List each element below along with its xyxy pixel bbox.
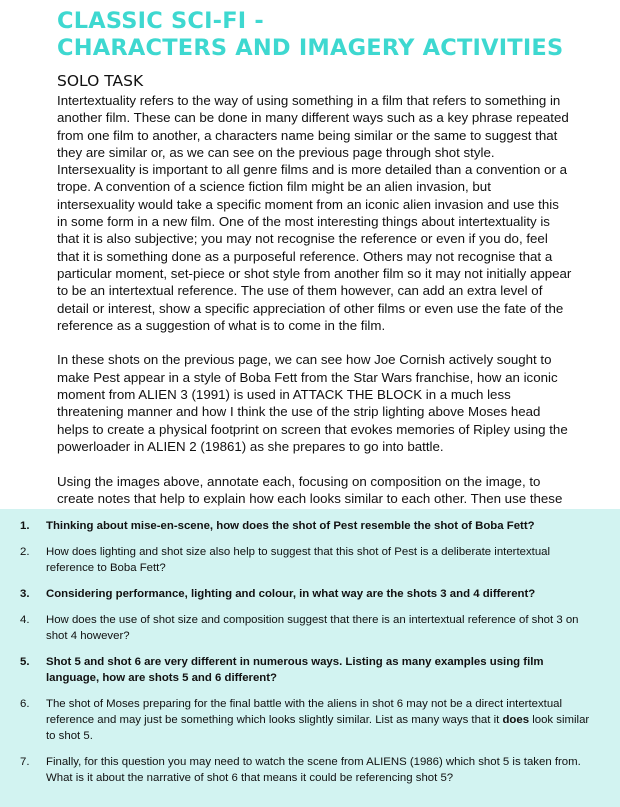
- question-number: 4.: [20, 614, 30, 626]
- question-4: [0, 612, 594, 644]
- question-text: Finally, for this question you may need to watch the scene from ALIENS (1986) which shot 5 is taken from. What is it about the narrative of shot 6 that means it could be referencing shot 5?: [46, 756, 581, 784]
- intro-paragraph: Intertextuality refers to the way of using something in a film that refers to something in another film. These can be done in many different ways such as a key phrase repeated from one film to another, a characters name being similar or the same to suggest that they are similar or, as we can see on the previous page through shot style. Intersexuality is important to all genre films and is more detailed than a convention or a trope. A convention of a science fiction film might be an alien invasion, but intersexuality would take a specific moment from an iconic alien invasion and use this in some form in a new film. One of the most interesting things about intertextuality is that it is also subjective; you may not recognise the reference or even if you do, feel that it is something done as a purposeful reference. Others may not recognise that a particular moment, set-piece or shot style from another film so it may not initially appear to be an intertextual reference. The use of them however, can add an extra level of detail or interest, show a specific appreciation of other films or even use the fate of the reference as a suggestion of what is to come in the film.: [57, 93, 572, 333]
- question-number: 7.: [20, 756, 30, 768]
- question-text-before: The shot of Moses preparing for the final battle with the aliens in shot 6 may not be a direct intertextual reference and may just be something which looks slightly similar. List as many ways that it: [46, 698, 563, 726]
- body-text: [57, 92, 572, 542]
- question-number: 3.: [20, 588, 30, 600]
- question-emphasis: does: [502, 714, 530, 726]
- instructions-paragraph: Using the images above, annotate each, focusing on composition on the image, to create notes that help to explain how each looks similar to each other. Then use these: [57, 473, 563, 506]
- title-line-2: CHARACTERS AND IMAGERY ACTIVITIES: [57, 35, 564, 61]
- question-text: Thinking about mise-en-scene, how does the shot of Pest resemble the shot of Boba Fett?: [46, 520, 535, 532]
- shots-paragraph: In these shots on the previous page, we can see how Joe Cornish actively sought to make Pest appear in a style of Boba Fett from the Star Wars franchise, how an iconic moment from ALIEN 3 (1991) is used in ATTACK THE BLOCK in a much less threatening manner and how I think the use of the strip lighting above Moses head helps to create a physical footprint on screen that evokes memories of Ripley using the powerloader in ALIEN 2 (19861) as she prepares to go into battle.: [57, 352, 568, 454]
- question-list: [0, 518, 620, 796]
- question-number: 2.: [20, 546, 30, 558]
- question-2: [0, 544, 594, 576]
- question-6: [0, 696, 594, 744]
- page-title: [57, 8, 577, 62]
- question-1: [0, 518, 594, 534]
- title-line-1: CLASSIC SCI-FI -: [57, 8, 264, 34]
- question-7: [0, 754, 594, 786]
- question-text: Considering performance, lighting and colour, in what way are the shots 3 and 4 different?: [46, 588, 536, 600]
- question-text: How does lighting and shot size also help to suggest that this shot of Pest is a deliberate intertextual reference to Boba Fett?: [46, 546, 551, 574]
- question-text: How does the use of shot size and composition suggest that there is an intertextual reference of shot 3 on shot 4 however?: [46, 614, 579, 642]
- question-text-after: look similar to shot 5.: [46, 714, 590, 742]
- question-text: [46, 698, 589, 742]
- question-3: [0, 586, 594, 602]
- question-text: Shot 5 and shot 6 are very different in numerous ways. Listing as many examples using film language, how are shots 5 and 6 different?: [46, 656, 544, 684]
- question-box: [0, 509, 620, 807]
- question-5: [0, 654, 594, 686]
- question-number: 1.: [20, 520, 30, 532]
- question-number: 5.: [20, 656, 30, 668]
- question-number: 6.: [20, 698, 30, 710]
- section-heading: SOLO TASK: [57, 72, 144, 90]
